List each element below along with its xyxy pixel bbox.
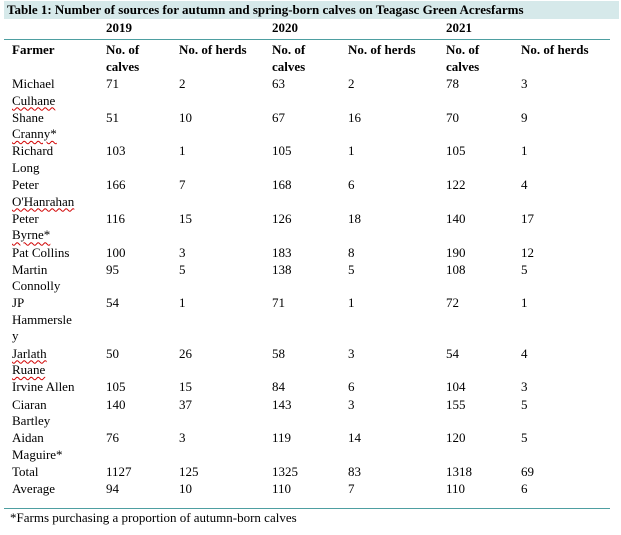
farmer-name: Ruane bbox=[12, 362, 46, 378]
farmer-name: Bartley bbox=[12, 413, 51, 428]
table-cell: 5 bbox=[521, 396, 528, 412]
header-rule bbox=[4, 39, 610, 40]
table-cell: 10 bbox=[179, 481, 192, 497]
table-cell: 3 bbox=[179, 430, 186, 446]
table-cell: 183 bbox=[272, 244, 292, 260]
farmer-name: Shane bbox=[12, 109, 44, 125]
column-header: No. of herds bbox=[179, 42, 247, 57]
table-cell: 108 bbox=[446, 261, 466, 277]
table-cell: 140 bbox=[106, 396, 126, 412]
column-header: No. of herds bbox=[521, 42, 589, 57]
table-cell: 83 bbox=[348, 463, 361, 479]
table-cell: 63 bbox=[272, 76, 285, 91]
farmer-name: Total bbox=[12, 463, 39, 479]
table-cell: 140 bbox=[446, 210, 466, 226]
table-cell: 1325 bbox=[272, 463, 298, 479]
table-cell: 155 bbox=[446, 396, 466, 412]
farmer-name: Michael bbox=[12, 76, 55, 91]
table-cell: 105 bbox=[446, 143, 466, 159]
table-cell: 6 bbox=[348, 379, 355, 395]
table-cell: 1 bbox=[521, 143, 528, 159]
farmer-name: Richard bbox=[12, 143, 54, 159]
table-cell: 16 bbox=[348, 109, 361, 125]
table-cell: 105 bbox=[272, 143, 292, 159]
table-cell: 1 bbox=[179, 143, 186, 159]
farmer-name: y bbox=[12, 328, 19, 344]
farmer-name: Long bbox=[12, 159, 40, 175]
table-cell: 126 bbox=[272, 210, 292, 226]
table-cell: 94 bbox=[106, 481, 119, 497]
farmer-column-header: Farmer bbox=[12, 42, 55, 57]
farmer-name: Peter bbox=[12, 210, 39, 226]
column-header: calves bbox=[272, 58, 306, 74]
farmer-name: Aidan bbox=[12, 430, 44, 446]
table-footnote: *Farms purchasing a proportion of autumn-born calves bbox=[10, 510, 297, 525]
farmer-name: Peter bbox=[12, 177, 39, 193]
table-cell: 2 bbox=[348, 76, 355, 91]
column-header: No. of herds bbox=[348, 42, 416, 57]
farmer-name: Byrne* bbox=[12, 227, 51, 243]
table-cell: 1 bbox=[348, 295, 355, 311]
table-cell: 18 bbox=[348, 210, 361, 226]
table-cell: 100 bbox=[106, 244, 126, 260]
table-cell: 104 bbox=[446, 379, 466, 395]
table-cell: 105 bbox=[106, 379, 126, 395]
table-cell: 5 bbox=[348, 261, 355, 277]
farmer-name: Connolly bbox=[12, 278, 61, 294]
table-cell: 10 bbox=[179, 109, 192, 125]
table-cell: 15 bbox=[179, 379, 192, 395]
table-cell: 37 bbox=[179, 396, 192, 412]
farmer-name: Jarlath bbox=[12, 345, 47, 361]
table-bottom-rule bbox=[4, 508, 610, 509]
table-cell: 103 bbox=[106, 143, 126, 159]
farmer-name: Martin bbox=[12, 261, 48, 277]
column-header: calves bbox=[446, 58, 480, 74]
table-cell: 120 bbox=[446, 430, 466, 446]
farmer-name: JP bbox=[12, 295, 25, 311]
table-cell: 58 bbox=[272, 345, 285, 361]
farmer-name: O'Hanrahan bbox=[12, 193, 75, 209]
table-cell: 6 bbox=[348, 177, 355, 193]
table-cell: 51 bbox=[106, 109, 119, 125]
table-cell: 138 bbox=[272, 261, 292, 277]
column-header: No. of bbox=[106, 42, 140, 57]
table-cell: 6 bbox=[521, 481, 528, 497]
farmer-name: Hammersle bbox=[12, 311, 72, 327]
table-cell: 3 bbox=[521, 76, 528, 91]
table-cell: 5 bbox=[179, 261, 186, 277]
table-cell: 3 bbox=[179, 244, 186, 260]
table-cell: 1 bbox=[179, 295, 186, 311]
table-cell: 1127 bbox=[106, 463, 132, 479]
year-header: 2020 bbox=[272, 20, 298, 35]
farmer-name: Culhane bbox=[12, 92, 56, 108]
table-cell: 67 bbox=[272, 109, 285, 125]
table-cell: 3 bbox=[521, 379, 528, 395]
table-cell: 14 bbox=[348, 430, 361, 446]
table-cell: 69 bbox=[521, 463, 534, 479]
table-cell: 70 bbox=[446, 109, 459, 125]
table-cell: 50 bbox=[106, 345, 119, 361]
table-cell: 143 bbox=[272, 396, 292, 412]
table-cell: 71 bbox=[106, 76, 119, 91]
table-cell: 76 bbox=[106, 430, 119, 446]
table-cell: 116 bbox=[106, 210, 126, 226]
table-cell: 5 bbox=[521, 261, 528, 277]
farmer-name: Irvine Allen bbox=[12, 379, 75, 395]
table-cell: 1 bbox=[348, 143, 355, 159]
table-cell: 5 bbox=[521, 430, 528, 446]
table-cell: 4 bbox=[521, 345, 528, 361]
table-cell: 110 bbox=[446, 481, 466, 497]
table-cell: 12 bbox=[521, 244, 534, 260]
table-cell: 125 bbox=[179, 463, 199, 479]
table-cell: 190 bbox=[446, 244, 466, 260]
table-cell: 71 bbox=[272, 295, 285, 311]
table-cell: 4 bbox=[521, 177, 528, 193]
table-cell: 3 bbox=[348, 396, 355, 412]
table-cell: 7 bbox=[179, 177, 186, 193]
table-cell: 95 bbox=[106, 261, 119, 277]
table-cell: 3 bbox=[348, 345, 355, 361]
table-cell: 110 bbox=[272, 481, 292, 497]
table-cell: 15 bbox=[179, 210, 192, 226]
table-cell: 166 bbox=[106, 177, 126, 193]
table-cell: 2 bbox=[179, 76, 186, 91]
farmer-name: Pat Collins bbox=[12, 244, 70, 260]
table-cell: 72 bbox=[446, 295, 459, 311]
farmer-name: Maguire* bbox=[12, 446, 63, 462]
table-cell: 122 bbox=[446, 177, 466, 193]
year-header: 2019 bbox=[106, 20, 132, 35]
table-cell: 1 bbox=[521, 295, 528, 311]
table-cell: 54 bbox=[106, 295, 119, 311]
table-cell: 7 bbox=[348, 481, 355, 497]
table-cell: 84 bbox=[272, 379, 285, 395]
year-header: 2021 bbox=[446, 20, 472, 35]
table-cell: 9 bbox=[521, 109, 528, 125]
farmer-name: Cranny* bbox=[12, 126, 57, 142]
column-header: calves bbox=[106, 58, 140, 74]
table-caption: Table 1: Number of sources for autumn and spring-born calves on Teagasc Green Acresfarms bbox=[4, 1, 619, 19]
table-cell: 54 bbox=[446, 345, 459, 361]
table-cell: 168 bbox=[272, 177, 292, 193]
table-cell: 17 bbox=[521, 210, 534, 226]
table-cell: 119 bbox=[272, 430, 292, 446]
farmer-name: Ciaran bbox=[12, 396, 47, 412]
table-cell: 26 bbox=[179, 345, 192, 361]
table-cell: 1318 bbox=[446, 463, 472, 479]
farmer-name: Average bbox=[12, 481, 56, 497]
table-cell: 8 bbox=[348, 244, 355, 260]
table-cell: 78 bbox=[446, 76, 459, 91]
column-header: No. of bbox=[272, 42, 306, 57]
column-header: No. of bbox=[446, 42, 480, 57]
